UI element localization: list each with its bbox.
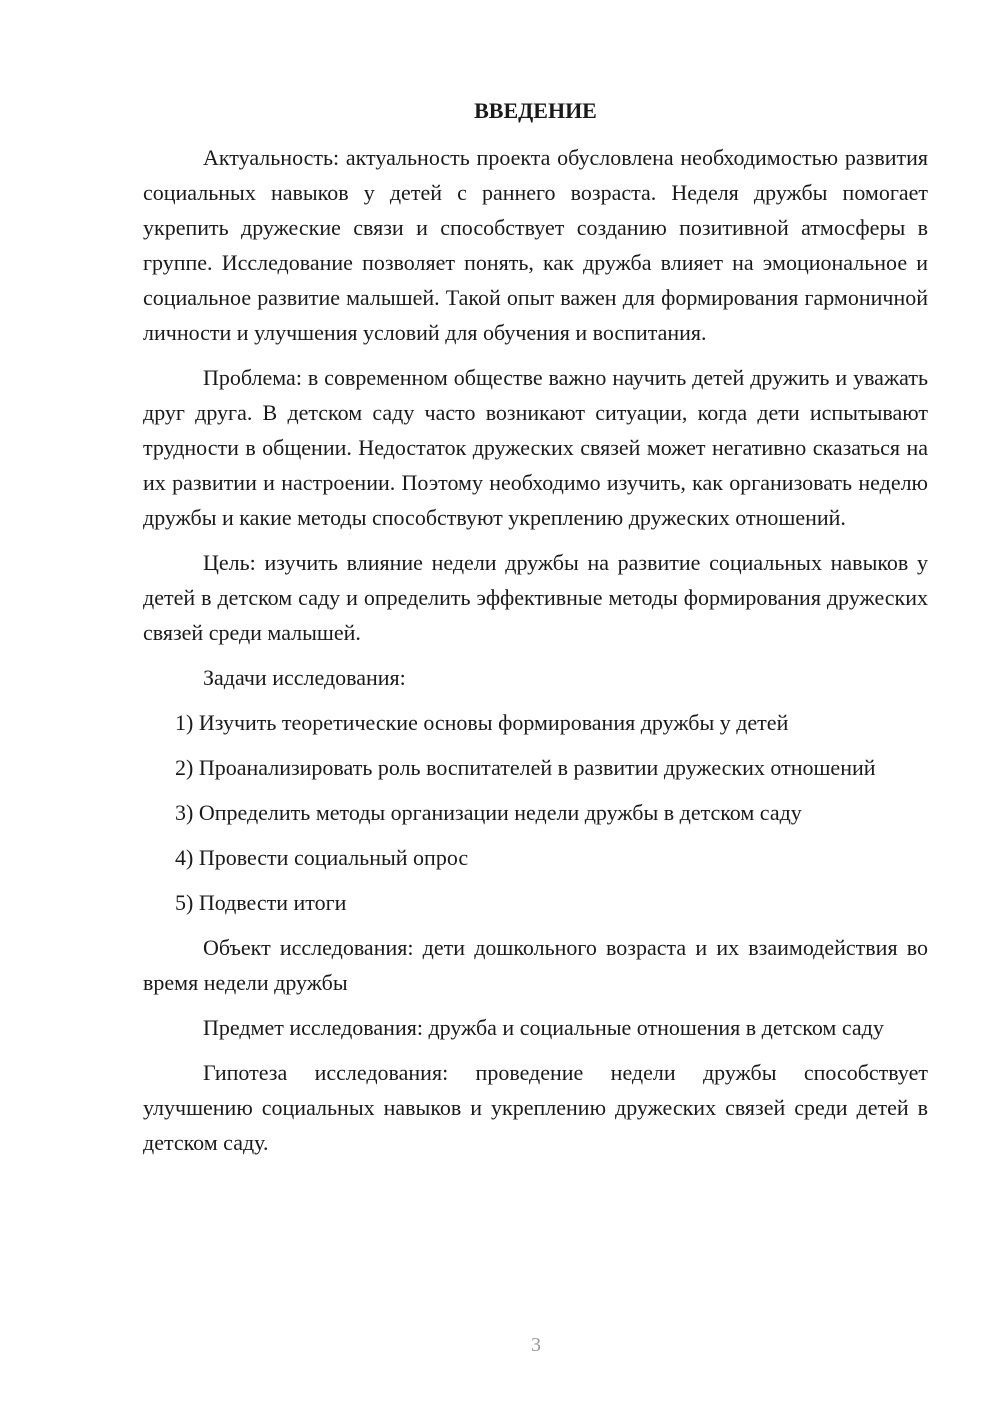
tasks-heading: Задачи исследования: bbox=[203, 665, 406, 690]
page-number: 3 bbox=[531, 1334, 541, 1356]
paragraph-subject: Предмет исследования: дружба и социальные отношения в детском саду bbox=[203, 1015, 884, 1040]
paragraph-hypothesis: Гипотеза исследования: проведение недели дружбы способствует улучшению социальных навыков и укреплению дружеских связей среди детей в детском саду. bbox=[143, 1060, 928, 1155]
document-body bbox=[143, 92, 928, 1170]
task-item-4: 4) Провести социальный опрос bbox=[175, 845, 469, 870]
paragraph-goal: Цель: изучить влияние недели дружбы на развитие социальных навыков у детей в детском саду и определить эффективные методы формирования дружеских связей среди малышей. bbox=[143, 550, 928, 645]
task-item-2: 2) Проанализировать роль воспитателей в развитии дружеских отношений bbox=[175, 755, 876, 780]
task-item-1: 1) Изучить теоретические основы формирования дружбы у детей bbox=[175, 710, 789, 735]
paragraph-relevance: Актуальность: актуальность проекта обусловлена необходимостью развития социальных навыков у детей с раннего возраста. Неделя дружбы помогает укрепить дружеские связи и способствует созданию позитивной атмосферы в группе. Исследование позволяет понять, как дружба влияет на эмоциональное и социальное развитие малышей. Такой опыт важен для формирования гармоничной личности и улучшения условий для обучения и воспитания. bbox=[143, 145, 928, 345]
paragraph-object: Объект исследования: дети дошкольного возраста и их взаимодействия во время недели дружбы bbox=[143, 935, 928, 995]
task-item-5: 5) Подвести итоги bbox=[175, 890, 347, 915]
paragraph-problem: Проблема: в современном обществе важно научить детей дружить и уважать друг друга. В детском саду часто возникают ситуации, когда дети испытывают трудности в общении. Недостаток дружеских связей может негативно сказаться на их развитии и настроении. Поэтому необходимо изучить, как организовать неделю дружбы и какие методы способствуют укреплению дружеских отношений. bbox=[143, 365, 928, 530]
task-item-3: 3) Определить методы организации недели дружбы в детском саду bbox=[175, 800, 802, 825]
section-title: ВВЕДЕНИЕ bbox=[474, 98, 597, 123]
